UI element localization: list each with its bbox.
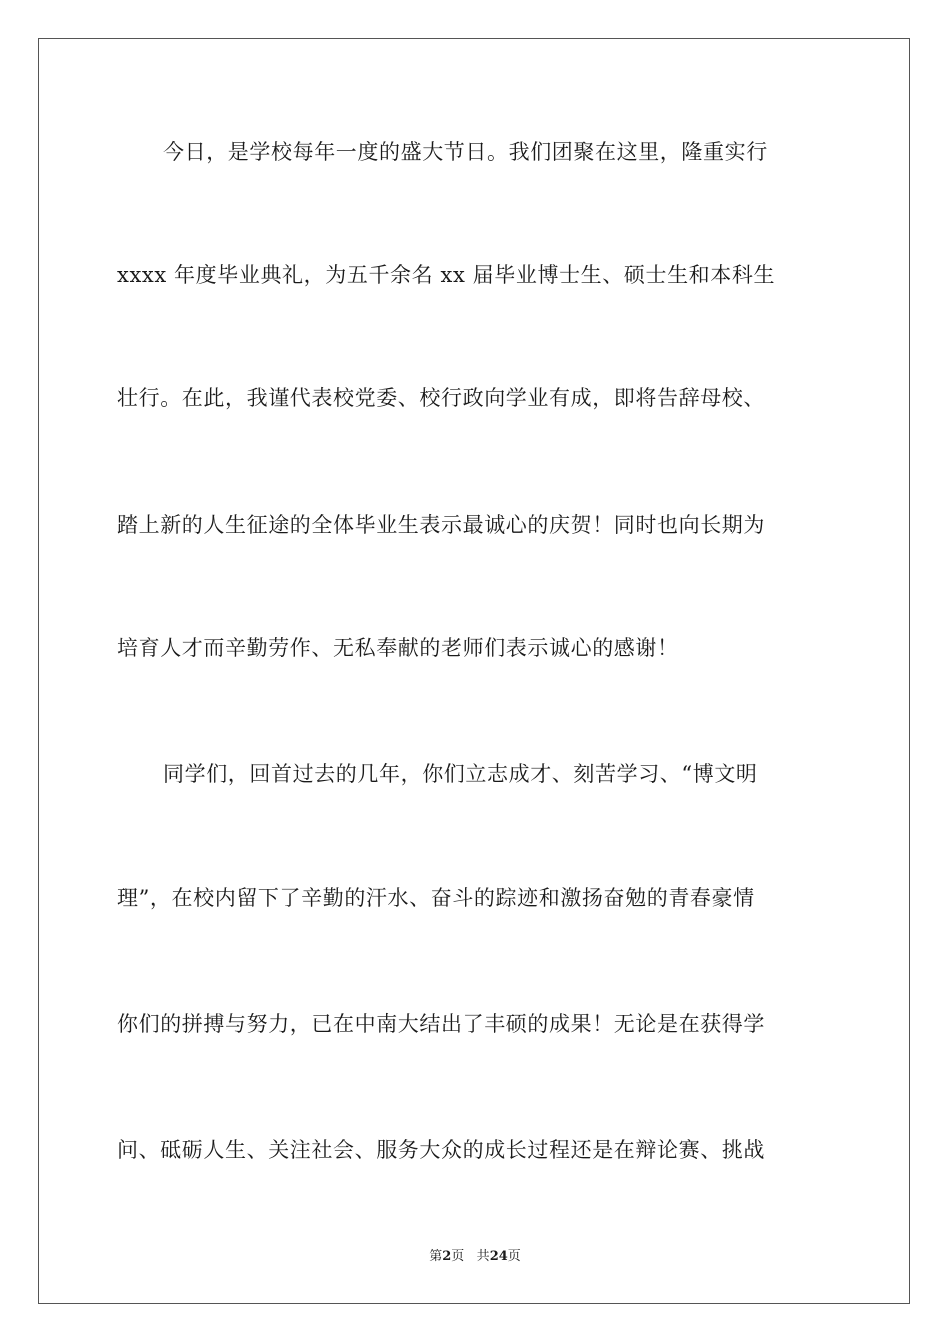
paragraph-1-line-1: 今日，是学校每年一度的盛大节日。我们团聚在这里，隆重实行 [163, 140, 768, 164]
page-number: 2 [442, 1249, 452, 1264]
paragraph-2-line-1: 同学们，回首过去的几年，你们立志成才、刻苦学习、“博文明 [163, 762, 758, 786]
paragraph-2-line-3: 你们的拼搏与努力，已在中南大结出了丰硕的成果！无论是在获得学 [117, 1012, 765, 1036]
page-frame [38, 38, 910, 1304]
paragraph-1-line-2: xxxx 年度毕业典礼，为五千余名 xx 届毕业博士生、硕士生和本科生 [117, 263, 776, 287]
paragraph-1-line-3: 壮行。在此，我谨代表校党委、校行政向学业有成，即将告辞母校、 [117, 386, 765, 410]
paragraph-2-line-4: 问、砥砺人生、关注社会、服务大众的成长过程还是在辩论赛、挑战 [117, 1138, 765, 1162]
total-suffix: 页 [507, 1249, 521, 1264]
page-footer [0, 1248, 950, 1266]
paragraph-1-line-4: 踏上新的人生征途的全体毕业生表示最诚心的庆贺！同时也向长期为 [117, 513, 765, 537]
page-prefix: 第 [429, 1249, 443, 1264]
total-prefix: 共 [476, 1249, 490, 1264]
total-pages: 24 [489, 1249, 508, 1264]
page-suffix: 页 [451, 1249, 465, 1264]
paragraph-1-line-5: 培育人才而辛勤劳作、无私奉献的老师们表示诚心的感谢！ [117, 636, 679, 660]
paragraph-2-line-2: 理”，在校内留下了辛勤的汗水、奋斗的踪迹和激扬奋勉的青春豪情 [117, 886, 755, 910]
